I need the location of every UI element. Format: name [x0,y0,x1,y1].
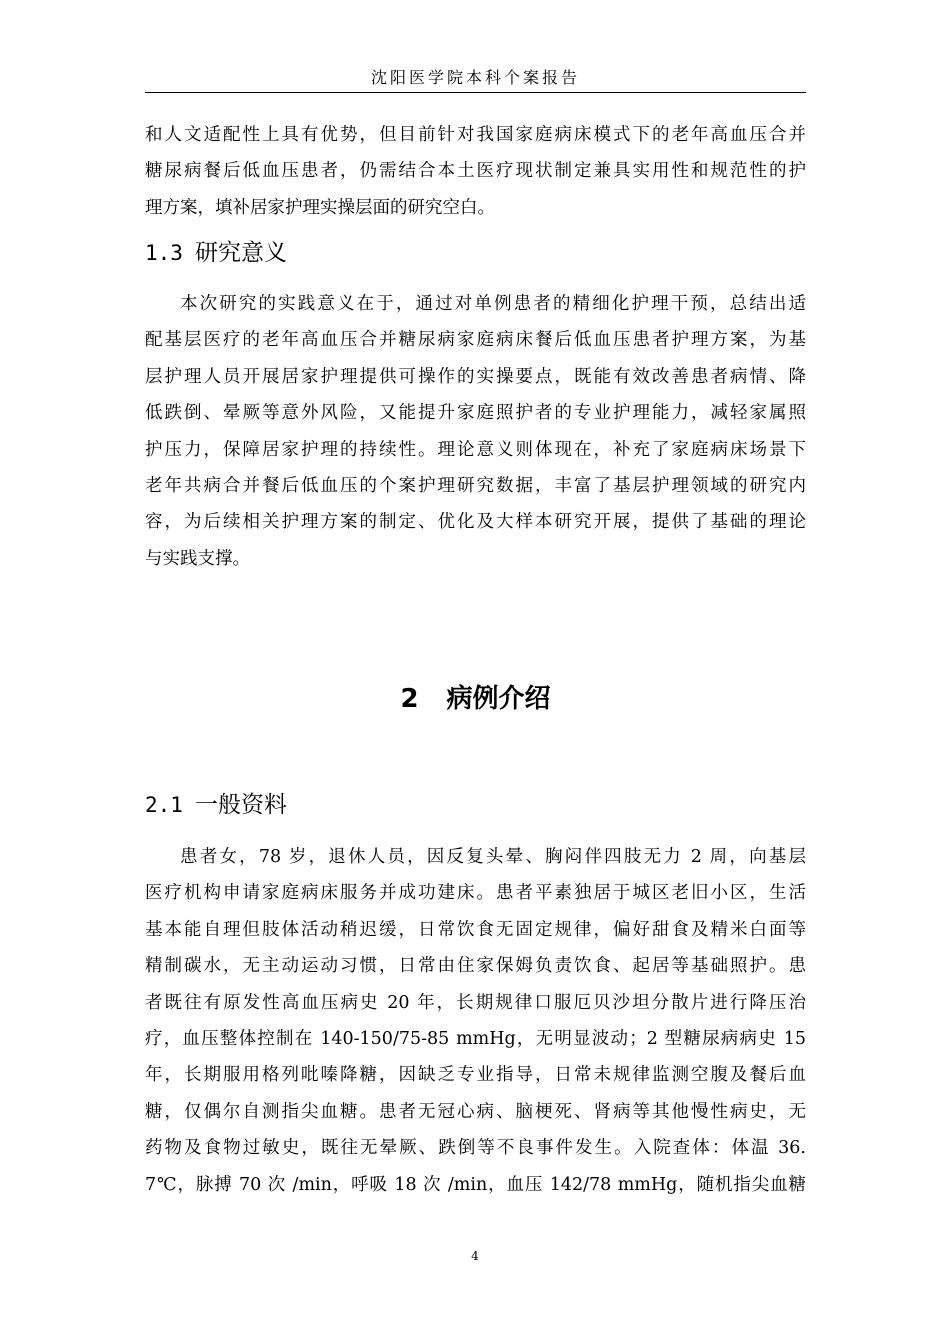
continuation-paragraph [145,117,806,226]
paragraph-line: 药物及食物过敏史，既往无晕厥、跌倒等不良事件发生。入院查体：体温 36. [145,1138,806,1159]
paragraph-line: 糖，仅偶尔自测指尖血糖。患者无冠心病、脑梗死、肾病等其他慢性病史，无 [145,1101,806,1122]
general-information-paragraph [145,839,806,1203]
paragraph-line: 基本能自理但肢体活动稍迟缓，日常饮食无固定规律，偏好甜食及精米白面等 [145,919,806,940]
paragraph-line: 糖尿病餐后低血压患者，仍需结合本土医疗现状制定兼具实用性和规范性的护 [145,161,806,182]
chapter-title: 病例介绍 [446,684,551,714]
paragraph-line: 7℃，脉搏 70 次 /min，呼吸 18 次 /min，血压 142/78 mmHg，随机指尖血糖 [145,1174,806,1195]
paragraph-line: 层护理人员开展居家护理提供可操作的实操要点，既能有效改善患者病情、降 [145,366,806,387]
section-heading-1-3 [145,238,287,268]
chapter-heading-2 [145,682,806,716]
paragraph-line: 与实践支撑。 [145,548,250,569]
page-number: 4 [471,1249,479,1263]
paragraph-line: 容，为后续相关护理方案的制定、优化及大样本研究开展，提供了基础的理论 [145,512,806,533]
section-title: 研究意义 [194,240,287,266]
paragraph-line: 本次研究的实践意义在于，通过对单例患者的精细化护理干预，总结出适 [180,294,806,314]
paragraph-line: 医疗机构申请家庭病床服务并成功建床。患者平素独居于城区老旧小区，生活 [145,883,806,904]
paragraph-line: 理方案，填补居家护理实操层面的研究空白。 [145,197,495,218]
section-number: 1.3 [145,241,183,265]
paragraph-line: 疗，血压整体控制在 140-150/75-85 mmHg，无明显波动；2 型糖尿病病史 15 [145,1029,806,1050]
paragraph-line: 低跌倒、晕厥等意外风险，又能提升家庭照护者的专业护理能力，减轻家属照 [145,403,806,424]
paragraph-line: 患者女，78 岁，退休人员，因反复头晕、胸闷伴四肢无力 2 周，向基层 [180,847,806,867]
paragraph-line: 和人文适配性上具有优势，但目前针对我国家庭病床模式下的老年高血压合并 [145,125,806,145]
paragraph-line: 精制碳水，无主动运动习惯，日常由住家保姆负责饮食、起居等基础照护。患 [145,956,806,977]
paragraph-line: 配基层医疗的老年高血压合并糖尿病家庭病床餐后低血压患者护理方案，为基 [145,330,806,351]
paragraph-line: 年，长期服用格列吡嗪降糖，因缺乏专业指导，日常未规律监测空腹及餐后血 [145,1065,806,1086]
research-significance-paragraph [145,286,806,577]
page-header [145,64,806,93]
paragraph-line: 老年共病合并餐后低血压的个案护理研究数据，丰富了基层护理领域的研究内 [145,476,806,497]
section-heading-2-1 [145,790,287,820]
section-number: 2.1 [145,793,183,817]
paragraph-line: 护压力，保障居家护理的持续性。理论意义则体现在，补充了家庭病床场景下 [145,439,806,460]
header-title: 沈阳医学院本科个案报告 [370,68,580,87]
chapter-number: 2 [400,684,419,714]
paragraph-line: 者既往有原发性高血压病史 20 年，长期规律口服厄贝沙坦分散片进行降压治 [145,992,806,1013]
section-title: 一般资料 [194,792,287,818]
